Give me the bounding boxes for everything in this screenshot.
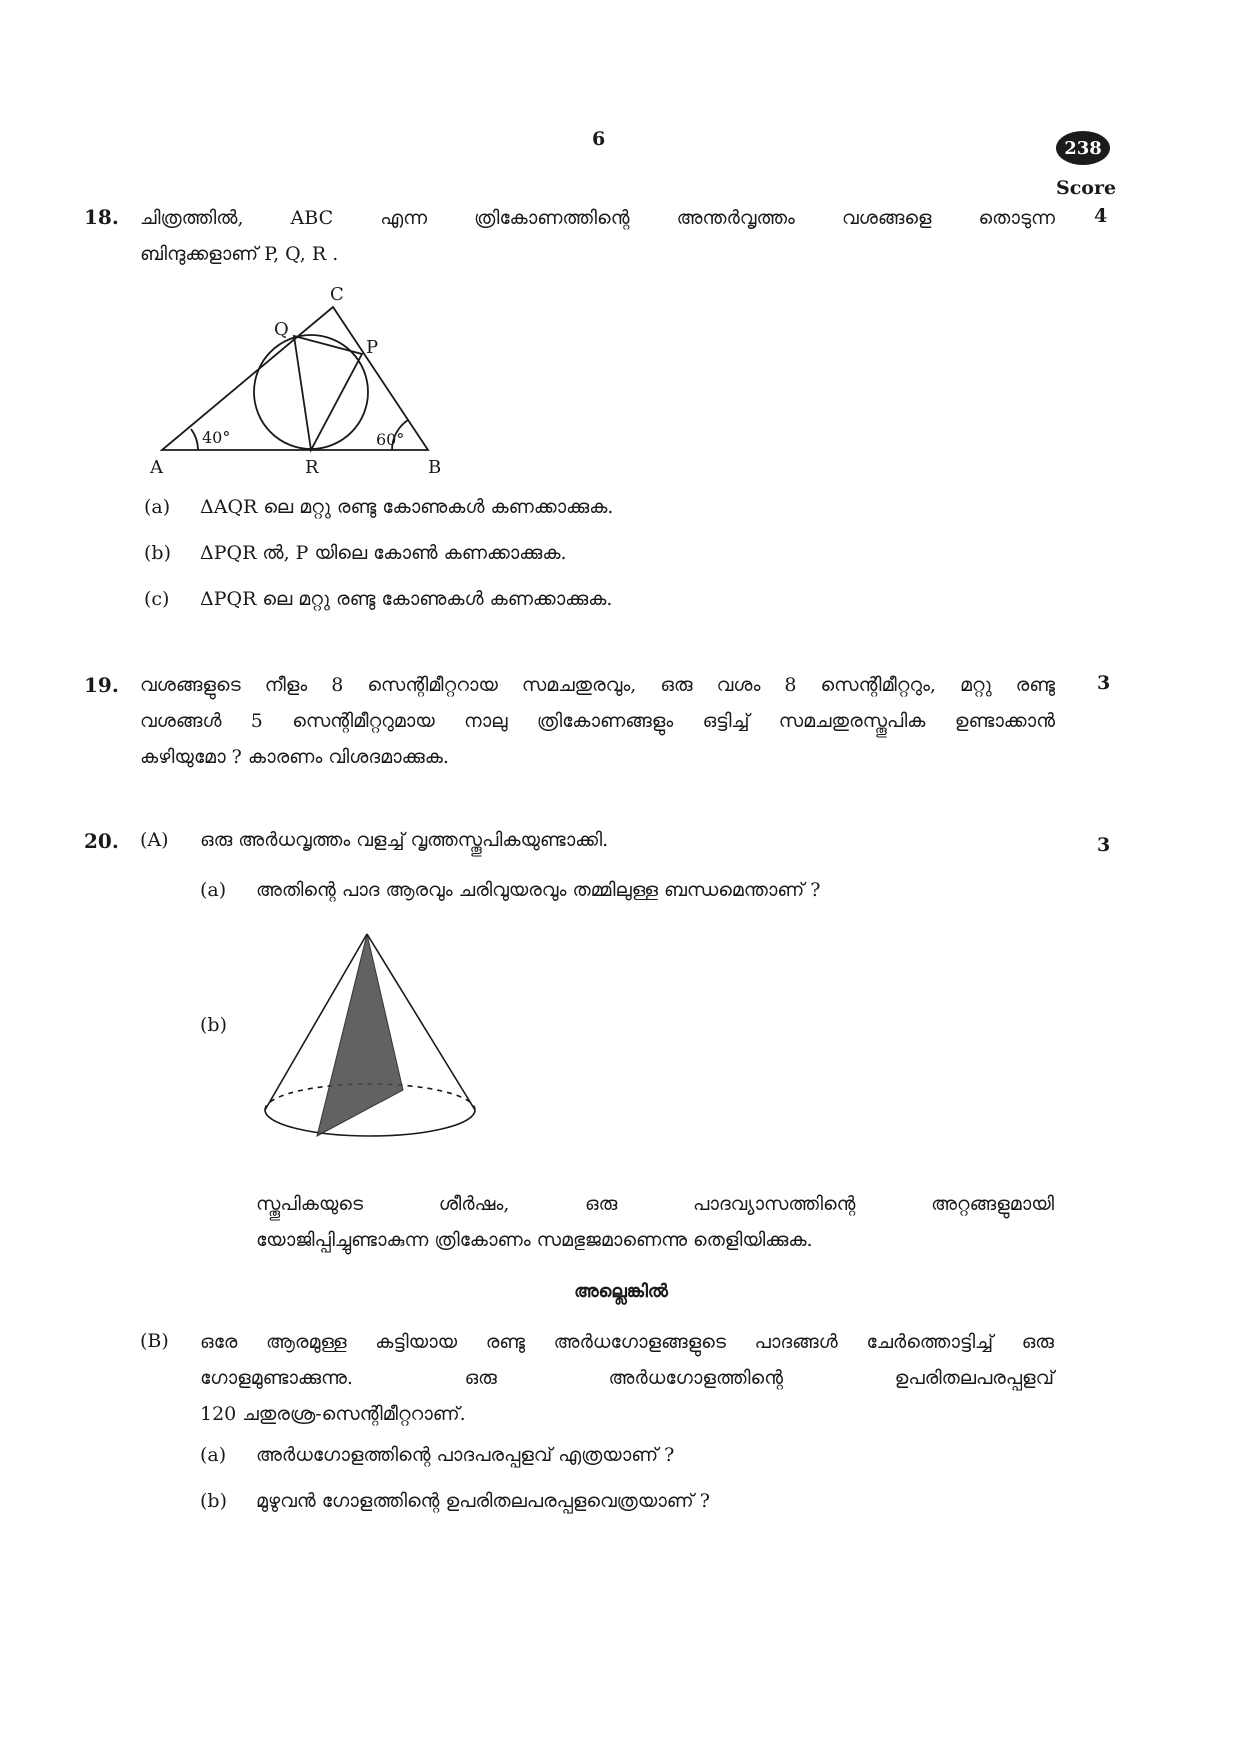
q18-part-a-label: (a)	[144, 496, 171, 518]
paper-code-badge: 238	[1056, 131, 1110, 165]
cone-section-triangle	[317, 934, 403, 1136]
q20-a-label: (A)	[140, 829, 169, 851]
q20-a-a-text: അതിന്റെ പാദ ആരവും ചരിവുയരവും തമ്മിലുള്ള ബന്ധമെന്താണ് ?	[256, 879, 821, 901]
q19-line3: കഴിയുമോ ? കാരണം വിശദമാക്കുക.	[140, 746, 449, 768]
q20-score: 3	[1097, 834, 1111, 856]
label-c: C	[330, 284, 344, 305]
q20-b-a-text: അർധഗോളത്തിന്റെ പാദപരപ്പളവ് എത്രയാണ് ?	[256, 1444, 675, 1466]
q18-number: 18.	[84, 205, 119, 229]
label-p: P	[366, 337, 379, 358]
label-a: A	[150, 457, 163, 475]
angle-a-value: 40°	[202, 428, 231, 447]
score-header: Score	[1056, 177, 1117, 199]
q18-line1: ചിത്രത്തിൽ, ABC എന്ന ത്രികോണത്തിന്റെ അന്തർവൃത്തം വശങ്ങളെ തൊടുന്ന	[140, 207, 1055, 229]
q19-line2: വശങ്ങൾ 5 സെന്റിമീറ്ററുമായ നാലു ത്രികോണങ്ങളും ഒട്ടിച്ച് സമചതുരസ്തൂപിക ഉണ്ടാക്കാൻ	[140, 710, 1055, 732]
q19-line1: വശങ്ങളുടെ നീളം 8 സെന്റിമീറ്ററായ സമചതുരവും, ഒരു വശം 8 സെന്റിമീറ്ററും, മറ്റു രണ്ടു	[140, 674, 1055, 696]
q20-a-b-line2: യോജിപ്പിച്ചുണ്ടാകുന്ന ത്രികോണം സമഭുജമാണെന്നു തെളിയിക്കുക.	[256, 1229, 813, 1251]
q20-a-b-label: (b)	[200, 1014, 227, 1036]
q20-b-line2: ഗോളമുണ്ടാക്കുന്നു. ഒരു അർധഗോളത്തിന്റെ ഉപരിതലപരപ്പളവ്	[200, 1367, 1054, 1389]
cone-figure	[255, 930, 485, 1150]
q20-b-a-label: (a)	[200, 1444, 227, 1466]
q18-part-b-text: ΔPQR ൽ, P യിലെ കോൺ കണക്കാക്കുക.	[200, 542, 567, 564]
q18-line2: ബിന്ദുക്കളാണ് P, Q, R .	[140, 243, 339, 265]
label-b: B	[428, 457, 442, 475]
q18-part-b-label: (b)	[144, 542, 171, 564]
page-number: 6	[592, 128, 606, 150]
q18-part-a-text: ΔAQR ലെ മറ്റു രണ്ടു കോണുകൾ കണക്കാക്കുക.	[200, 496, 614, 518]
q20-b-label: (B)	[140, 1330, 169, 1352]
q20-b-b-text: മുഴുവൻ ഗോളത്തിന്റെ ഉപരിതലപരപ്പളവെത്രയാണ് ?	[256, 1490, 710, 1512]
q20-b-line3: 120 ചതുരശ്ര-സെന്റിമീറ്ററാണ്.	[200, 1403, 466, 1425]
label-r: R	[305, 457, 319, 475]
q20-a-b-line1: സ്തൂപികയുടെ ശീർഷം, ഒരു പാദവ്യാസത്തിന്റെ അറ്റങ്ങളുമായി	[256, 1193, 1054, 1215]
cone-base-front	[265, 1110, 475, 1136]
q20-number: 20.	[84, 829, 119, 853]
q20-b-b-label: (b)	[200, 1490, 227, 1512]
q18-score: 4	[1094, 205, 1108, 227]
q20-a-a-label: (a)	[200, 879, 227, 901]
or-divider: അല്ലെങ്കിൽ	[574, 1281, 668, 1302]
q19-score: 3	[1097, 672, 1111, 694]
angle-a-arc	[191, 429, 198, 450]
q18-part-c-text: ΔPQR ലെ മറ്റു രണ്ടു കോണുകൾ കണക്കാക്കുക.	[200, 588, 613, 610]
q20-a-text: ഒരു അർധവൃത്തം വളച്ച് വൃത്തസ്തൂപികയുണ്ടാക്കി.	[200, 829, 609, 851]
label-q: Q	[274, 319, 289, 340]
q19-number: 19.	[84, 673, 119, 697]
q20-b-line1: ഒരേ ആരമുള്ള കട്ടിയായ രണ്ടു അർധഗോളങ്ങളുടെ പാദങ്ങൾ ചേർത്തൊട്ടിച്ച് ഒരു	[200, 1331, 1054, 1353]
triangle-incircle-figure	[150, 280, 470, 475]
incircle	[254, 335, 368, 449]
q18-part-c-label: (c)	[144, 588, 170, 610]
angle-b-value: 60°	[376, 430, 405, 449]
